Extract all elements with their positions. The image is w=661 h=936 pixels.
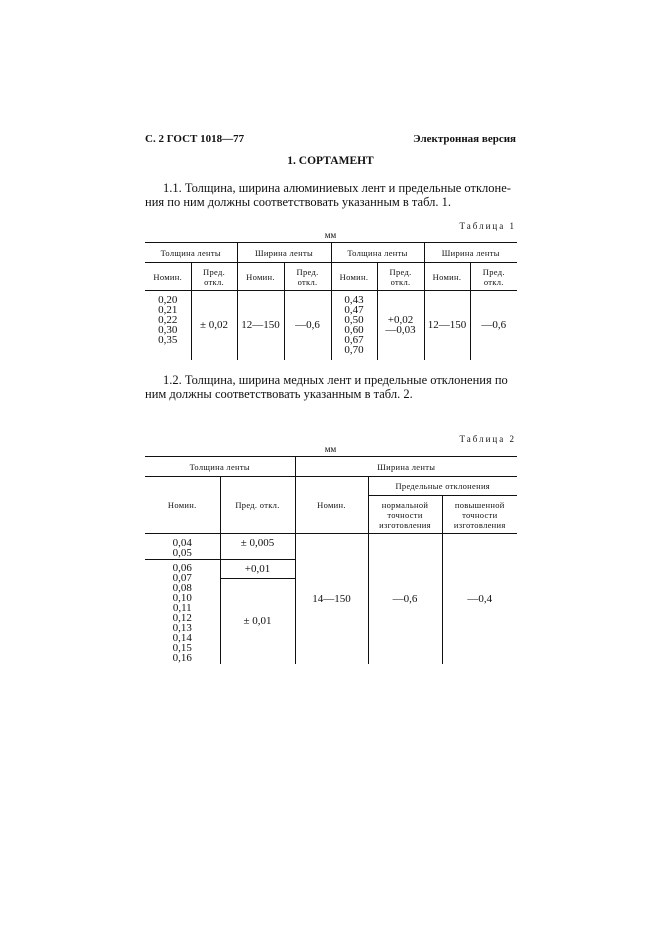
t1-sub-pred-3: Пред. откл. (377, 263, 424, 291)
t1-sub-pred-1: Пред. откл. (191, 263, 237, 291)
t2-deviation-high: —0,4 (442, 534, 517, 664)
table-2 (145, 456, 517, 664)
t1-tolerance-2: +0,02 —0,03 (377, 291, 424, 360)
table-1-unit: мм (324, 230, 337, 240)
t2-deviation-normal: —0,6 (368, 534, 442, 664)
t1-header-thickness-1: Толщина ленты (160, 247, 221, 258)
t2-width-nominal: 14—150 (295, 534, 368, 664)
t1-width-2: 12—150 (424, 291, 470, 360)
t1-thickness-list-2: 0,43 0,47 0,50 0,60 0,67 0,70 (331, 291, 377, 360)
para-2-line-1: 1.2. Толщина, ширина медных лент и предельные отклонения по (163, 373, 508, 387)
t2-tolerance-group-2: +0,01 (220, 560, 295, 579)
t2-header-width: Ширина ленты (295, 457, 517, 477)
section-title: 1. СОРТАМЕНТ (287, 155, 374, 167)
t2-header-pred: Пред. откл. (220, 477, 295, 534)
t2-thickness-group-2-3: 0,06 0,07 0,08 0,10 0,11 0,12 0,13 0,14 0,15 0,16 (172, 562, 192, 664)
page-header-left: С. 2 ГОСТ 1018—77 (145, 133, 245, 145)
t1-header-width-1: Ширина ленты (237, 243, 331, 263)
page-header-right: Электронная версия (413, 133, 516, 145)
table-1 (145, 242, 517, 360)
t1-sub-pred-2: Пред. откл. (284, 263, 331, 291)
t1-sub-nomin-4: Номин. (424, 263, 470, 291)
table-2-caption: Таблица 2 (459, 434, 516, 444)
t1-width-tolerance-1: —0,6 (284, 291, 331, 360)
para-2-line-2: ним должны соответствовать указанным в табл. 2. (145, 387, 413, 401)
t1-sub-nomin-3: Номин. (331, 263, 377, 291)
t1-tolerance-1: ± 0,02 (191, 291, 237, 360)
t2-tolerance-group-1: ± 0,005 (220, 534, 295, 560)
t2-header-limits: Предельные отклонения (368, 477, 517, 496)
t2-header-width-nomin: Номин. (295, 477, 368, 534)
t1-sub-nomin-1: Номин. (153, 271, 183, 282)
t1-sub-nomin-2: Номин. (237, 263, 284, 291)
table-2-unit: мм (324, 444, 337, 454)
para-1-line-2: ния по ним должны соответствовать указанным в табл. 1. (145, 195, 452, 209)
t1-header-thickness-2: Толщина ленты (331, 243, 424, 263)
t1-sub-pred-4: Пред. откл. (470, 263, 517, 291)
t2-tolerance-group-3: ± 0,01 (220, 579, 295, 664)
t1-header-width-2: Ширина ленты (424, 243, 517, 263)
t2-header-normal-precision: нормальной точности изготовления (368, 496, 442, 534)
t1-width-1: 12—150 (237, 291, 284, 360)
t2-thickness-group-1: 0,04 0,05 (145, 534, 220, 560)
t1-thickness-list-1: 0,20 0,21 0,22 0,30 0,35 (158, 294, 178, 346)
t2-header-nomin: Номин. (145, 477, 220, 534)
table-1-caption: Таблица 1 (459, 221, 516, 231)
t2-header-high-precision: повышенной точности изготовления (442, 496, 517, 534)
t1-width-tolerance-2: —0,6 (470, 291, 517, 360)
para-1-line-1: 1.1. Толщина, ширина алюминиевых лент и предельные отклоне- (163, 181, 511, 195)
t2-header-thickness: Толщина ленты (189, 461, 250, 472)
